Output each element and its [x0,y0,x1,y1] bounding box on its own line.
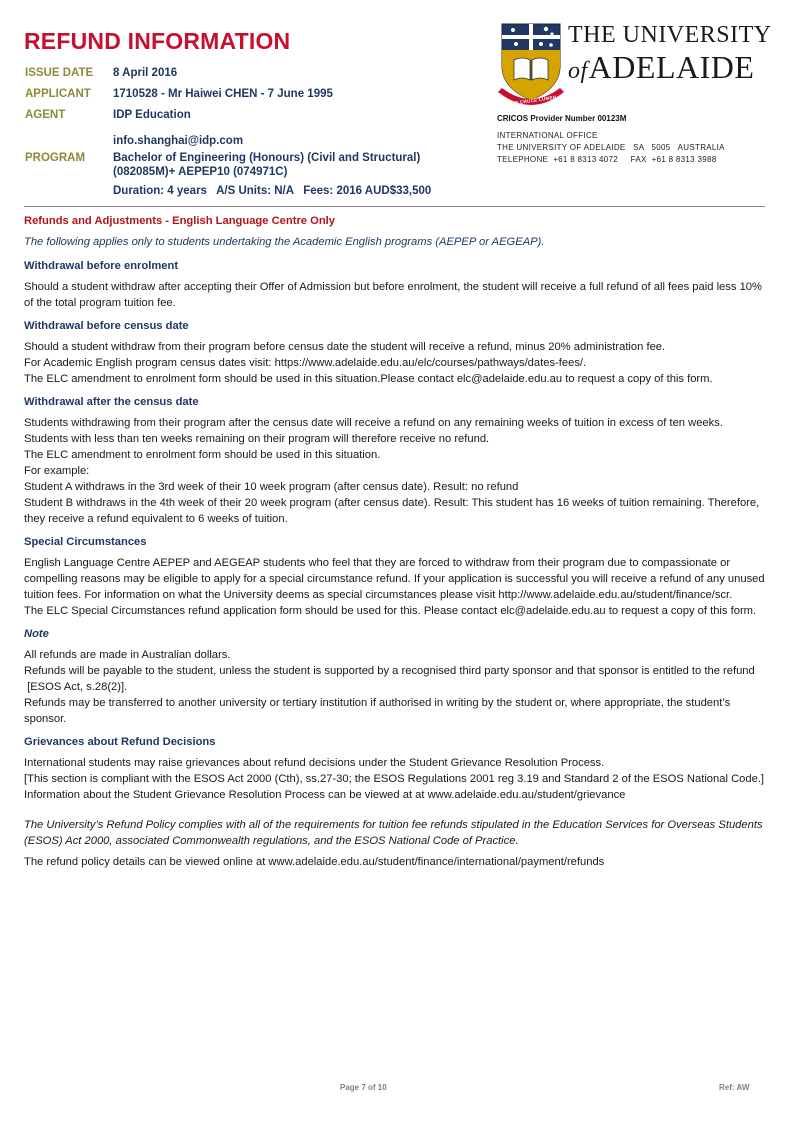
cricos-number: CRICOS Provider Number 00123M [497,114,627,123]
duration-label [25,184,113,198]
address-line: TELEPHONE +61 8 8313 4072 FAX +61 8 8313 3988 [497,155,717,164]
paragraph: Should a student withdraw from their program before census date the student will receive a refund, minus 20% administration fee. [24,341,666,353]
paragraph: The ELC amendment to enrolment form should be used in this situation.Please contact elc@adelaide.edu.au to request a copy of this form. [24,373,713,385]
grievances-section [24,734,766,803]
withdrawal-after-census [24,394,766,527]
duration-fees-value: Duration: 4 years A/S Units: N/A Fees: 2016 AUD$33,500 [113,185,432,197]
agent-email-row [25,134,495,148]
section-heading: Grievances about Refund Decisions [24,736,216,748]
document-title: REFUND INFORMATION [24,28,291,54]
withdrawal-before-census [24,318,766,387]
paragraph: [This section is compliant with the ESOS Act 2000 (Cth), ss.27-30; the ESOS Regulations 2001 reg 3.19 and Standard 2 of the ESOS National Code.] [24,773,765,785]
crest-motto: SUB CRUCE LUMEN [507,94,557,107]
refund-content [24,213,766,870]
issue-date-value: 8 April 2016 [113,67,178,79]
issue-date-row [25,66,495,80]
applicant-label: APPLICANT [25,88,91,100]
paragraph: International students may raise grievances about refund decisions under the Student Grievance Resolution Process. [24,757,605,769]
reference: Ref: AW [719,1083,750,1092]
university-name-line2 [568,49,754,86]
agent-value: IDP Education [113,109,191,121]
section-intro: The following applies only to students undertaking the Academic English programs (AEPEP or AEGEAP). [24,236,545,248]
withdrawal-before-enrolment [24,258,766,311]
agent-email-value: info.shanghai@idp.com [113,135,244,147]
policy-statement: The University’s Refund Policy complies with all of the requirements for tuition fee refunds stipulated in the Education Services for Overseas Students (ESOS) Act 2000, associated Commonwealth regulations, and the ESOS National Code of Practice. [24,819,763,847]
university-name-adelaide: ADELAIDE [588,49,755,85]
paragraph: The ELC amendment to enrolment form should be used in this situation. [24,449,381,461]
section-heading: Withdrawal before enrolment [24,260,179,272]
university-logo [496,22,776,112]
header-divider [24,206,765,207]
address-line: THE UNIVERSITY OF ADELAIDE SA 5005 AUSTRALIA [497,143,725,152]
paragraph: Students withdrawing from their program after the census date will receive a refund on any remaining weeks of tuition in excess of ten weeks. Students with less than ten weeks remaining on their program will therefore receive no refund. [24,417,723,445]
page-number: Page 7 of 10 [340,1083,387,1092]
agent-row [25,108,495,122]
policy-link-text: The refund policy details can be viewed online at www.adelaide.edu.au/student/finance/international/payment/refunds [24,856,605,868]
program-row [25,151,495,179]
paragraph: For example: [24,465,90,477]
special-circumstances [24,534,766,619]
paragraph: Refunds will be payable to the student, unless the student is supported by a recognised third party sponsor and that sponsor is entitled to the refund [24,665,755,677]
paragraph: Refunds may be transferred to another university or tertiary institution if authorised in writing by the student or, where appropriate, the student’s sponsor. [24,697,731,725]
paragraph: English Language Centre AEPEP and AEGEAP students who feel that they are forced to withdraw from their program due to compassionate or compelling reasons may be eligible to apply for a special circumstance refund. If your application is successful you will receive a refund of any unused tuition fees. For information on what the University deems as special circumstances please visit http://www.adelaide.edu.au/student/finance/scr. [24,557,765,601]
applicant-row [25,87,495,101]
paragraph: The ELC Special Circumstances refund application form should be used for this. Please contact elc@adelaide.edu.au to request a copy of this form. [24,605,757,617]
office-address [497,130,725,166]
university-name-of: of [568,58,588,84]
paragraph: Student B withdraws in the 4th week of their 20 week program (after census date). Result: This student has 16 weeks of tuition remaining. Therefore, they receive a refund equivalent to 6 weeks of tuition. [24,497,760,525]
program-value: Bachelor of Engineering (Honours) (Civil and Structural) (082085M)+ AEPEP10 (074971C) [113,152,421,178]
section-heading: Note [24,628,49,640]
section-heading: Withdrawal after the census date [24,396,199,408]
paragraph: For Academic English program census dates visit: https://www.adelaide.edu.au/elc/courses/pathways/dates-fees/. [24,357,587,369]
paragraph: Information about the Student Grievance Resolution Process can be viewed at at www.adelaide.edu.au/student/grievance [24,789,626,801]
paragraph: [ESOS Act, s.28(2)]. [24,681,128,693]
program-label: PROGRAM [25,152,86,164]
paragraph: All refunds are made in Australian dollars. [24,649,231,661]
paragraph: Student A withdraws in the 3rd week of their 10 week program (after census date). Result: no refund [24,481,519,493]
section-heading: Withdrawal before census date [24,320,189,332]
paragraph: Should a student withdraw after accepting their Offer of Admission but before enrolment, the student will receive a full refund of all fees paid less 10% of the total program tuition fee. [24,281,762,309]
section-heading: Special Circumstances [24,536,147,548]
note-section [24,626,766,727]
address-line: INTERNATIONAL OFFICE [497,131,598,140]
agent-label: AGENT [25,109,66,121]
applicant-value: 1710528 - Mr Haiwei CHEN - 7 June 1995 [113,88,333,100]
duration-row [25,184,495,198]
applicant-details [25,66,495,205]
university-name-line1: THE UNIVERSITY [568,22,772,48]
agent-email-label [25,134,113,148]
issue-date-label: ISSUE DATE [25,67,94,79]
section-title: Refunds and Adjustments - English Language Centre Only [24,215,335,227]
